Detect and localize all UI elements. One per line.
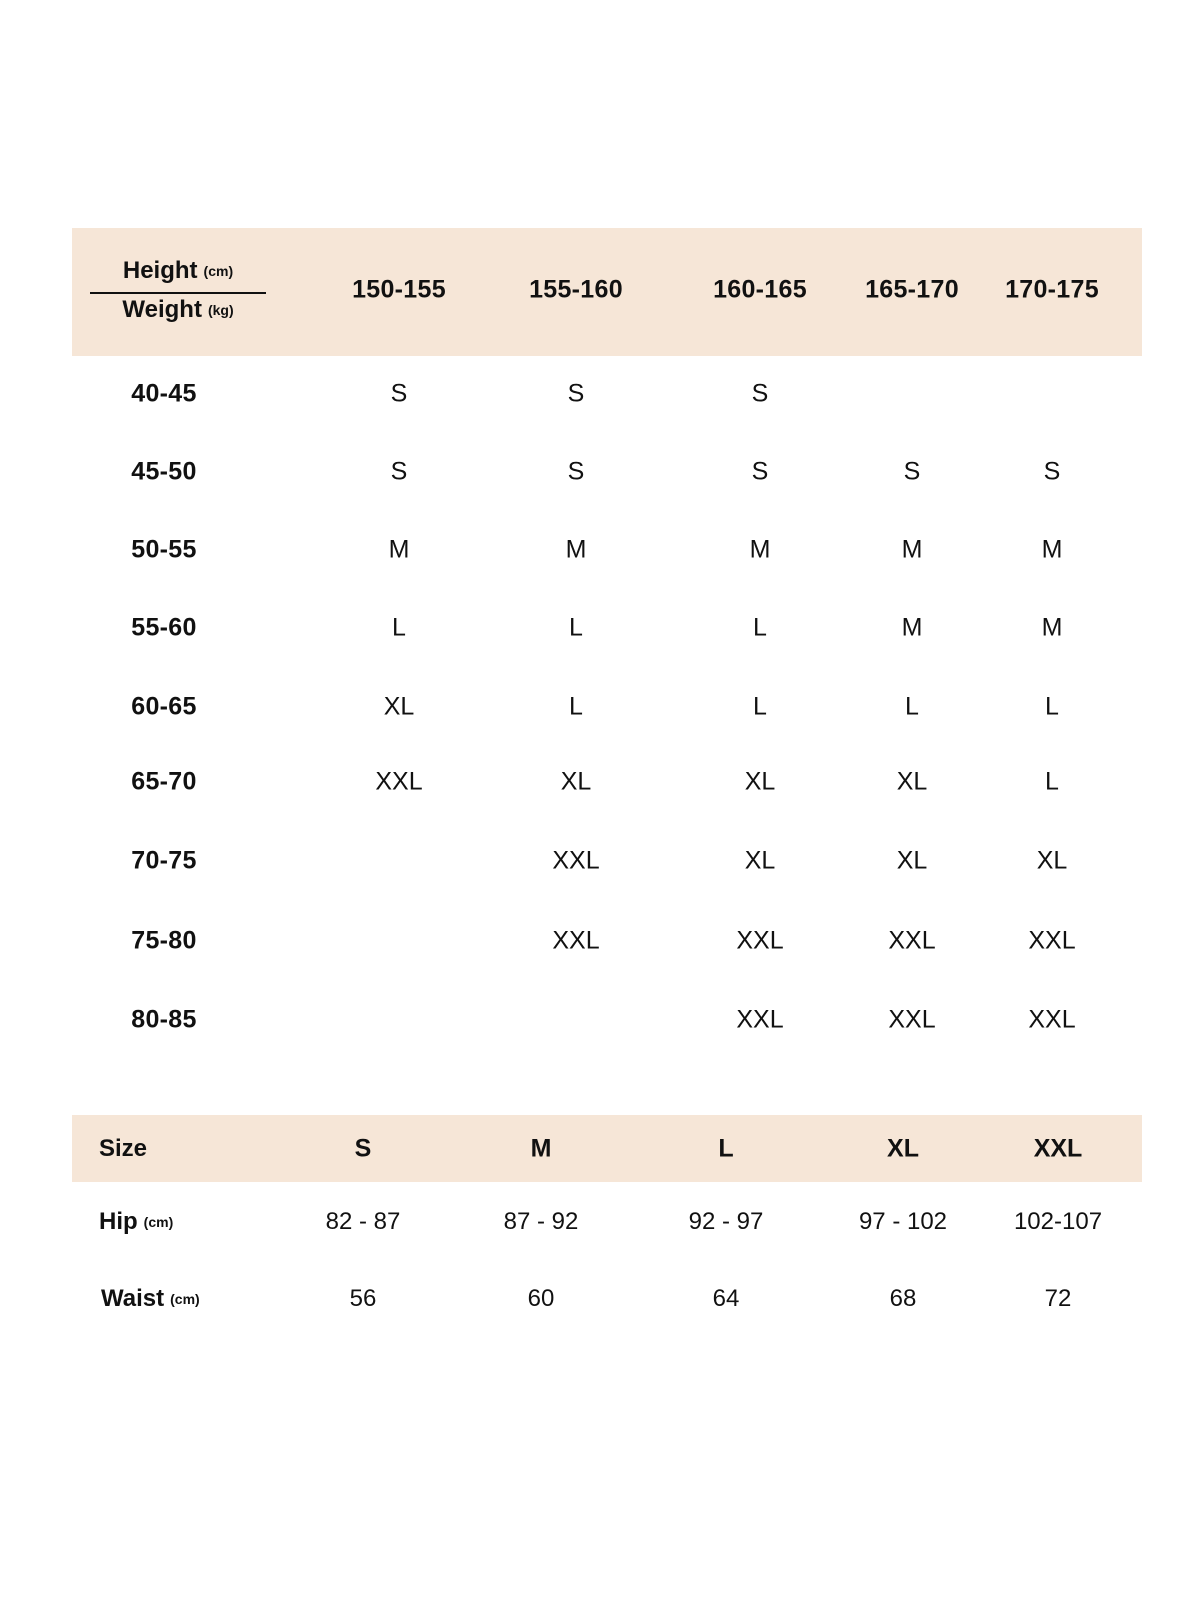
- measurement-value: 72: [1044, 1285, 1072, 1312]
- size-by-height-weight-table: [72, 228, 1142, 1048]
- weight-label: Weight (kg): [122, 296, 234, 323]
- size-cell: S: [567, 457, 585, 486]
- measurement-unit: (cm): [170, 1291, 200, 1307]
- size-cell: XXL: [552, 926, 600, 955]
- size-cell: M: [565, 535, 587, 564]
- size-cell: XL: [744, 767, 776, 796]
- height-unit: (cm): [203, 263, 234, 279]
- size-cell: M: [1041, 613, 1063, 642]
- size-cell: XXL: [375, 767, 423, 796]
- measurement-name: Waist: [101, 1285, 165, 1312]
- weight-range-label: 50-55: [131, 535, 197, 564]
- weight-range-label: 75-80: [131, 926, 197, 955]
- height-range-header: 150-155: [352, 275, 446, 304]
- weight-range-label: 40-45: [131, 379, 197, 408]
- size-cell: XXL: [736, 926, 784, 955]
- measurement-name: Hip: [99, 1208, 138, 1235]
- measurement-value: 82 - 87: [325, 1208, 401, 1235]
- weight-range-label: 55-60: [131, 613, 197, 642]
- weight-range-label: 60-65: [131, 692, 197, 721]
- size-column-header: XL: [887, 1134, 919, 1163]
- size-cell: L: [753, 692, 767, 721]
- size-cell: XXL: [1028, 1005, 1076, 1034]
- corner-divider: [90, 292, 266, 294]
- height-range-header: 155-160: [529, 275, 623, 304]
- weight-range-label: 70-75: [131, 846, 197, 875]
- measurement-label: [101, 1285, 200, 1313]
- size-cell: S: [390, 379, 408, 408]
- measurement-value: 102-107: [1013, 1208, 1103, 1235]
- size-cell: XL: [1036, 846, 1068, 875]
- measurement-value: 68: [889, 1285, 917, 1312]
- size-cell: XXL: [888, 926, 936, 955]
- weight-range-label: 65-70: [131, 767, 197, 796]
- size-column-header: M: [530, 1134, 552, 1163]
- size-cell: XL: [383, 692, 415, 721]
- corner-header: [90, 254, 266, 334]
- size-column-header: S: [354, 1134, 372, 1163]
- measurement-value: 87 - 92: [503, 1208, 579, 1235]
- size-cell: M: [901, 535, 923, 564]
- size-cell: L: [905, 692, 919, 721]
- size-header-label: Size: [99, 1135, 148, 1162]
- size-cell: XXL: [1028, 926, 1076, 955]
- size-cell: L: [753, 613, 767, 642]
- size-cell: XL: [896, 846, 928, 875]
- height-range-header: 160-165: [713, 275, 807, 304]
- size-cell: S: [903, 457, 921, 486]
- size-cell: L: [569, 692, 583, 721]
- height-range-header: 165-170: [865, 275, 959, 304]
- size-cell: XXL: [888, 1005, 936, 1034]
- size-cell: S: [751, 457, 769, 486]
- size-cell: M: [901, 613, 923, 642]
- size-cell: L: [569, 613, 583, 642]
- measurement-value: 92 - 97: [688, 1208, 764, 1235]
- size-cell: XL: [744, 846, 776, 875]
- size-cell: S: [567, 379, 585, 408]
- weight-range-label: 80-85: [131, 1005, 197, 1034]
- size-column-header: XXL: [1033, 1134, 1083, 1163]
- size-cell: L: [1045, 767, 1059, 796]
- size-cell: M: [749, 535, 771, 564]
- size-cell: L: [392, 613, 406, 642]
- measurement-value: 97 - 102: [858, 1208, 948, 1235]
- height-label: Height (cm): [122, 257, 234, 284]
- weight-range-label: 45-50: [131, 457, 197, 486]
- size-cell: M: [388, 535, 410, 564]
- measurements-table: [72, 1115, 1142, 1355]
- measurement-value: 64: [712, 1285, 740, 1312]
- size-cell: S: [390, 457, 408, 486]
- size-cell: S: [1043, 457, 1061, 486]
- measurement-label: [99, 1208, 173, 1236]
- height-range-header: 170-175: [1005, 275, 1099, 304]
- weight-unit: (kg): [207, 302, 234, 318]
- size-cell: XL: [896, 767, 928, 796]
- size-column-header: L: [718, 1134, 734, 1163]
- measurement-value: 60: [527, 1285, 555, 1312]
- measurement-unit: (cm): [143, 1214, 174, 1230]
- size-cell: XL: [560, 767, 592, 796]
- measurement-value: 56: [349, 1285, 377, 1312]
- size-cell: M: [1041, 535, 1063, 564]
- measurements-header-band: [72, 1115, 1142, 1182]
- size-cell: XXL: [552, 846, 600, 875]
- size-cell: L: [1045, 692, 1059, 721]
- size-cell: XXL: [736, 1005, 784, 1034]
- size-cell: S: [751, 379, 769, 408]
